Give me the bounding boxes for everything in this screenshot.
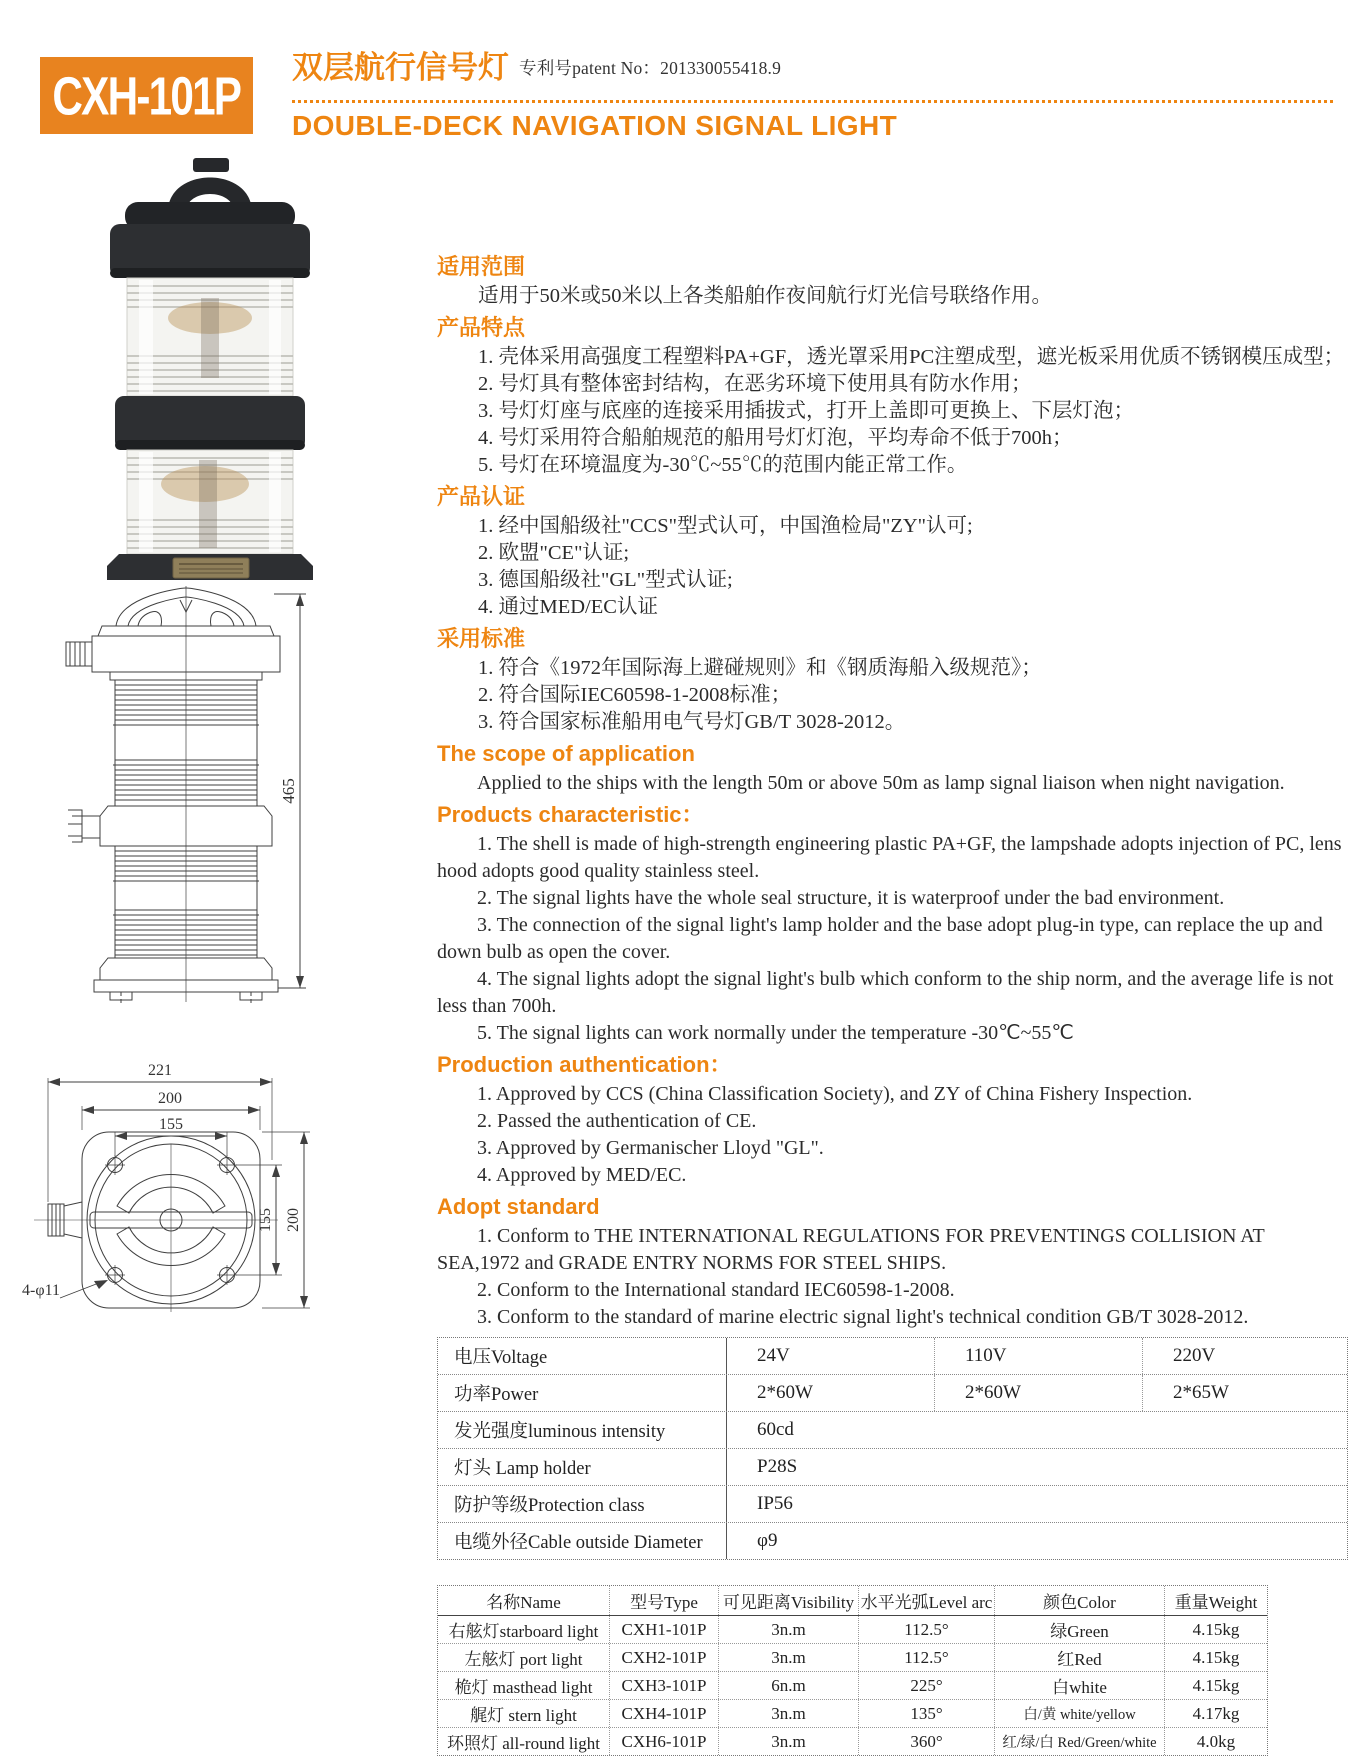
dimension-label: 200	[158, 1090, 182, 1107]
cell-visibility: 3n.m	[718, 1644, 858, 1671]
spec-label: 防护等级Protection class	[454, 1496, 645, 1516]
patent-number: 专利号patent No：201330055418.9	[519, 58, 782, 78]
spec-value: 24V	[726, 1338, 934, 1374]
spec-value: 2*65W	[1142, 1375, 1347, 1411]
content-column	[437, 249, 1349, 1331]
cell-color: 白/黄 white/yellow	[994, 1700, 1164, 1727]
dimension-label: 4-φ11	[22, 1282, 60, 1299]
cell-type: CXH3-101P	[609, 1672, 718, 1699]
text-block: 1. Approved by CCS (China Classification Society), and ZY of China Fishery Inspection.	[477, 1083, 1193, 1105]
spec-value: 60cd	[726, 1412, 1347, 1448]
header-dotted-divider	[292, 100, 1333, 103]
cell-arc: 135°	[858, 1700, 994, 1727]
spec-value: 110V	[934, 1338, 1142, 1374]
table-row	[438, 1375, 1347, 1412]
cell-name: 环照灯 all-round light	[447, 1734, 600, 1753]
text-block: 3. 号灯灯座与底座的连接采用插拔式，打开上盖即可更换上、下层灯泡；	[478, 400, 1134, 422]
cell-type: CXH2-101P	[609, 1644, 718, 1671]
text-block: 3. Conform to the standard of marine electric signal light's technical condition GB/T 3028-2012.	[477, 1306, 1249, 1328]
table-row	[438, 1523, 1347, 1559]
cell-weight: 4.15kg	[1164, 1616, 1267, 1643]
product-title-en: DOUBLE-DECK NAVIGATION SIGNAL LIGHT	[292, 110, 898, 141]
model-number: CXH-101P	[52, 65, 241, 126]
text-block: 2. 符合国际IEC60598-1-2008标准；	[478, 684, 792, 706]
spec-label: 电压Voltage	[454, 1348, 548, 1368]
dimension-label: 221	[148, 1062, 172, 1079]
column-header: 颜色Color	[994, 1586, 1164, 1615]
cell-name: 右舷灯starboard light	[448, 1622, 599, 1641]
cell-weight: 4.15kg	[1164, 1672, 1267, 1699]
text-block: 1. 经中国船级社"CCS"型式认可，中国渔检局"ZY"认可;	[478, 515, 973, 537]
text-block: 1. 壳体采用高强度工程塑料PA+GF，透光罩采用PC注塑成型，遮光板采用优质不锈钢模压成型；	[478, 346, 1345, 368]
spec-value: IP56	[726, 1486, 1347, 1522]
height-dimension	[274, 594, 306, 988]
text-block: 1. The shell is made of high-strength engineering plastic PA+GF, the lampshade adopts injection of PC, lens hood adopts good quality stainless steel.	[437, 833, 1342, 882]
text-block: 2. Passed the authentication of CE.	[477, 1110, 757, 1132]
text-block: 3. 符合国家标准船用电气号灯GB/T 3028-2012。	[478, 711, 906, 733]
text-block: 5. The signal lights can work normally under the temperature -30℃~55℃	[477, 1022, 1074, 1044]
hole-callout	[22, 1280, 108, 1299]
dimension-label: 465	[279, 778, 298, 804]
section-heading: 采用标准	[437, 626, 526, 651]
column-header: 型号Type	[609, 1586, 718, 1615]
photo-base	[107, 554, 313, 580]
table-row	[438, 1412, 1347, 1449]
table-row	[438, 1486, 1347, 1523]
text-block: 4. 通过MED/EC认证	[478, 596, 658, 618]
cell-weight: 4.0kg	[1164, 1728, 1267, 1755]
cell-name: 艉灯 stern light	[470, 1706, 577, 1725]
cell-visibility: 6n.m	[718, 1672, 858, 1699]
spec-value: 220V	[1142, 1338, 1347, 1374]
cell-visibility: 3n.m	[718, 1728, 858, 1755]
column-header: 名称Name	[486, 1593, 561, 1612]
text-block: 2. Conform to the International standard IEC60598-1-2008.	[477, 1279, 955, 1301]
cell-name: 左舷灯 port light	[464, 1650, 583, 1669]
cell-color: 白white	[994, 1672, 1164, 1699]
cell-type: CXH1-101P	[609, 1616, 718, 1643]
cell-arc: 360°	[858, 1728, 994, 1755]
model-logo-badge	[40, 57, 253, 134]
cell-visibility: 3n.m	[718, 1616, 858, 1643]
photo-upper-lens	[127, 278, 293, 396]
spec-value: P28S	[726, 1449, 1347, 1485]
product-photo	[55, 148, 365, 580]
table-row	[438, 1644, 1267, 1672]
text-block: 4. 号灯采用符合船舶规范的船用号灯灯泡，平均寿命不低于700h；	[478, 427, 1073, 449]
text-block: 1. Conform to THE INTERNATIONAL REGULATIONS FOR PREVENTINGS COLLISION AT SEA,1972 and GRADE ENTRY NORMS FOR STEEL SHIPS.	[437, 1225, 1265, 1274]
table-row	[438, 1449, 1347, 1486]
spec-value: 2*60W	[934, 1375, 1142, 1411]
column-header: 重量Weight	[1164, 1586, 1267, 1615]
table-row	[438, 1338, 1347, 1375]
text-block: 适用于50米或50米以上各类船舶作夜间航行灯光信号联络作用。	[478, 285, 1052, 307]
side-view-drawing	[58, 584, 318, 1004]
model-table	[437, 1585, 1268, 1756]
dimension-label: 155	[257, 1208, 274, 1232]
table-row	[438, 1728, 1267, 1755]
spec-label: 发光强度luminous intensity	[454, 1422, 666, 1442]
section-heading: Products characteristic：	[437, 802, 704, 827]
text-block: 1. 符合《1972年国际海上避碰规则》和《钢质海船入级规范》；	[478, 657, 1042, 679]
text-block: 3. 德国船级社"GL"型式认证;	[478, 569, 733, 591]
cell-type: CXH4-101P	[609, 1700, 718, 1727]
table-row	[438, 1672, 1267, 1700]
spec-label: 功率Power	[454, 1385, 539, 1405]
section-heading: Production authentication：	[437, 1052, 732, 1077]
spec-label: 灯头 Lamp holder	[454, 1459, 591, 1479]
text-block: Applied to the ships with the length 50m or above 50m as lamp signal liaison when night navigation.	[477, 772, 1285, 794]
cell-color: 红/绿/白 Red/Green/white	[994, 1728, 1164, 1755]
section-heading: 产品特点	[437, 315, 526, 340]
photo-lower-lens	[127, 450, 293, 554]
table-header-row	[438, 1586, 1267, 1616]
section-heading: 产品认证	[437, 484, 526, 509]
text-block: 2. 号灯具有整体密封结构，在恶劣环境下使用具有防水作用；	[478, 373, 1032, 395]
table-row	[438, 1700, 1267, 1728]
dimension-label: 200	[285, 1208, 302, 1232]
title-zh-text: 双层航行信号灯	[292, 50, 509, 85]
text-block: 3. Approved by Germanischer Lloyd "GL".	[477, 1137, 824, 1159]
cell-name: 桅灯 masthead light	[454, 1678, 593, 1697]
text-block: 3. The connection of the signal light's lamp holder and the base adopt plug-in type, can replace the up and down bulb as open the cover.	[437, 914, 1323, 963]
spec-label: 电缆外径Cable outside Diameter	[454, 1533, 703, 1553]
cell-arc: 112.5°	[858, 1644, 994, 1671]
table-row	[438, 1616, 1267, 1644]
product-title-zh	[292, 42, 781, 87]
dimension-label: 155	[159, 1116, 183, 1133]
cell-color: 红Red	[994, 1644, 1164, 1671]
cell-weight: 4.15kg	[1164, 1644, 1267, 1671]
column-header: 可见距离Visibility	[718, 1586, 858, 1615]
spec-table	[437, 1337, 1348, 1560]
spec-value: 2*60W	[726, 1375, 934, 1411]
section-heading: Adopt standard	[437, 1194, 600, 1219]
spec-value: φ9	[726, 1523, 1347, 1559]
cell-visibility: 3n.m	[718, 1700, 858, 1727]
top-view-drawing	[20, 1060, 360, 1350]
cell-type: CXH6-101P	[609, 1728, 718, 1755]
section-heading: The scope of application	[437, 741, 695, 766]
cell-arc: 112.5°	[858, 1616, 994, 1643]
text-block: 2. The signal lights have the whole seal structure, it is waterproof under the bad environment.	[477, 887, 1225, 909]
text-block: 5. 号灯在环境温度为-30℃~55℃的范围内能正常工作。	[478, 454, 968, 476]
cell-arc: 225°	[858, 1672, 994, 1699]
section-heading: 适用范围	[437, 254, 526, 279]
column-header: 水平光弧Level arc	[858, 1586, 994, 1615]
text-block: 4. The signal lights adopt the signal light's bulb which conform to the ship norm, and the average life is not less than 700h.	[437, 968, 1334, 1017]
text-block: 4. Approved by MED/EC.	[477, 1164, 687, 1186]
text-block: 2. 欧盟"CE"认证;	[478, 542, 630, 564]
cell-weight: 4.17kg	[1164, 1700, 1267, 1727]
cell-color: 绿Green	[994, 1616, 1164, 1643]
